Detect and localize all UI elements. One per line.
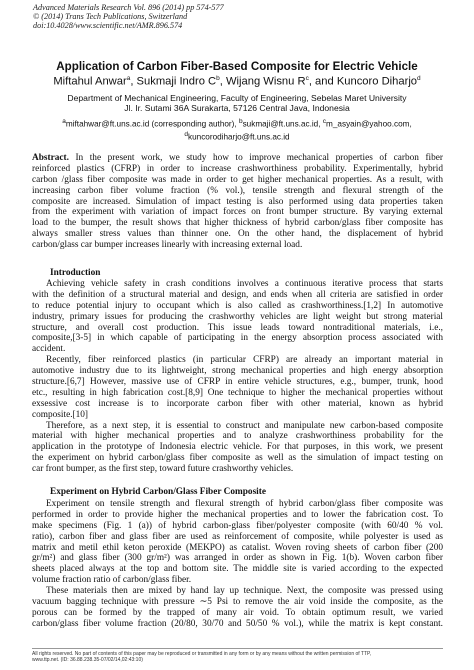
journal-header [33,3,453,30]
affiliation [10,93,464,113]
section-heading: Introduction [50,268,101,278]
abstract-line: reinforced plastics (CFRP) in order to increase crashworthiness probability. Experimentally, hybrid [32,163,443,174]
section-heading-experiment [50,487,266,498]
email-mark: b [238,118,243,125]
affiliation-address: Jl. Ir. Sutami 36A Surakarta, 57126 Central Java, Indonesia [124,103,350,113]
abstract-line: from the experiment with variation of impact forces on front bumper structure. By varying external [32,207,443,218]
body-line: application in the prototype of Indonesia electric vehicle. For that purposes, in this work, we present [32,442,443,453]
body-line: volume fraction ratio of carbon/glass fiber. [32,575,192,586]
experiment-body [32,499,443,630]
body-line: structure, and overall cost production. This issue leads toward nontraditional materials, i.e., [32,322,443,333]
abstract [32,153,443,251]
email-mark: a [62,118,66,125]
body-line: vacuum bagging technique with pressure ∼5 Psi to remove the air void inside the composite, as the [32,597,443,608]
author-name: Kuncoro Diharjo [336,75,418,88]
copyright-notice: © (2014) Trans Tech Publications, Switzerland [33,12,188,21]
body-line: carbon/glass fiber volume fraction (20/80, 30/70 and 50/50 % vol.), while the matrix is kept constant. [32,618,443,629]
author-affil-mark: c [305,75,309,82]
author-affil-mark: b [216,75,220,82]
paper-title: Application of Carbon Fiber-Based Composite for Electric Vehicle [56,60,418,73]
footer-divider [32,648,443,649]
abstract-line: always smaller stress values than thinner one. On the other hand, the displacement of hybrid [32,229,443,240]
author-list [10,72,464,89]
body-line: porous can be formed by the trapped of many air void. To obtain optimum result, we varied [32,607,443,618]
author-affil-mark: d [417,75,421,82]
email-mark: c [322,118,327,125]
email-link[interactable]: m_asyain@yahoo.com, [326,119,412,129]
body-line: automotive industry due to its lightweight, strong mechanical properties and high energy absorption [32,366,443,377]
author-separator: , [219,75,226,88]
abstract-line: carbon /glass fiber composite was made in order to get higher mechanical properties. As a result, with [32,174,443,185]
body-line: ratio), carbon fiber and glass fiber are used as reinforcement of composite, while polyester is used as [32,531,443,542]
email-link[interactable]: miftahwar@ft.uns.ac.id (corresponding author), [65,119,239,129]
author-name: Sukmaji Indro C [136,75,217,88]
footer-source[interactable]: www.ttp.net. (ID: 36.88.238.35-07/02/14,02:43:10) [32,657,143,663]
abstract-line: composite are increased. Simulation of impact testing is also performed using data properties taken [32,196,443,207]
body-line: structure.[6,7] However, massive use of CFRP in entire vehicle structures, e.g., bumper, trunk, hood [32,377,443,388]
author-name: Miftahul Anwar [53,75,127,88]
body-line: sheets placed always at the top and bottom site. The middle site is varied according to the expected [32,564,443,575]
email-link[interactable]: sukmaji@ft.uns.ac.id, [242,119,323,129]
body-line: the experiment on hybrid carbon/glass fiber composite as well as the simulation of impact testing on [32,453,443,464]
body-line: Experiment on tensile strength and flexural strength of hybrid carbon/glass fiber composite was [46,499,443,509]
copyright-footer [32,651,452,663]
abstract-line [32,153,443,164]
body-line: composite.[10] [32,409,89,420]
affiliation-department: Department of Mechanical Engineering, Faculty of Engineering, Sebelas Maret University [67,93,407,103]
author-separator: , [130,75,137,88]
author-name: Wijang Wisnu R [225,75,306,88]
body-line: Recently, fiber reinforced plastics (in particular CFRP) are already an important material in [46,355,443,366]
abstract-text: In the present work, we study how to improve mechanical properties of carbon fiber [68,153,443,163]
body-line: with the definition of a structural material and design, and ends when all criteria are satisfied in order [32,289,443,300]
body-line: Therefore, as a next step, it is essential to construct and manipulate new carbon-based composite [46,420,443,431]
email-mark: d [184,130,188,138]
author-emails [10,117,464,142]
author-affil-mark: a [126,75,131,82]
journal-citation: Advanced Materials Research Vol. 896 (2014) pp 574-577 [33,3,224,12]
section-heading: Experiment on Hybrid Carbon/Glass Fiber Composite [50,487,266,497]
body-line: These materials then are mixed by hand lay up technique. Next, the composite was pressed using [46,586,443,597]
abstract-label: Abstract. [32,153,69,163]
body-line: industry, primary issues for producing the crashworthy vehicles are light weight but strong material [32,311,443,322]
email-link[interactable]: kuncorodiharjo@ft.uns.ac.id [188,132,290,142]
body-line: car front bumper, as the first step, toward future crashworthy vehicles. [32,464,294,475]
body-line: exsessive cost increase is to incorporate carbon fiber with other material, known as hybrid [32,398,443,409]
footer-rights: All rights reserved. No part of contents of this paper may be reproduced or transmitted in any form or by any means without the written permission of TTP, [32,651,372,657]
body-line: to reduce potential injury to occupant which is also called as crashworthiness.[1,2] In automotive [32,300,443,311]
body-line: Achieving vehicle safety in crash conditions involves a continuous iterative process that starts [46,279,443,289]
body-line: material with higher mechanical properties and to analyze crashworthiness probability for the [32,431,443,442]
body-line: matrix and metil ethil keton peroxide (MEKPO) as catalist. Woven roving sheets of carbon fiber (200 [32,542,443,553]
body-line: accident. [32,344,66,355]
body-line: etc., resulting in high fabrication cost.[8,9] One technique to higher the mechanical properties without [32,387,443,398]
author-separator: , and [308,75,337,88]
body-line: make specimens (Fig. 1 (a)) of hybrid carbon-glass fiber/polyester composite (with 60/40 % vol. [32,520,443,531]
abstract-line: load to the bumper, the result shows that higher thickness of hybrid carbon/glass fiber composite has [32,218,443,229]
introduction-body [32,279,443,475]
body-line: gr/m²) and glass fiber (300 gr/m²) was arranged in order as shown in Fig. 1(b). Woven carbon fiber [32,553,443,564]
body-line: composite,[3-5] in which capable of participating in the energy absorption process associated with [32,333,443,344]
doi-link[interactable]: doi:10.4028/www.scientific.net/AMR.896.574 [33,21,183,30]
abstract-line: carbon/glass car bumper increases linearly with increasing external load. [32,240,303,251]
body-line: performed in order to provide higher the mechanical properties and to lower the fabrication cost. To [32,509,443,520]
abstract-line: increasing carbon fiber volume fraction (% vol.), tensile strength and flexural strength of the [32,185,443,196]
section-heading-introduction [50,268,100,279]
